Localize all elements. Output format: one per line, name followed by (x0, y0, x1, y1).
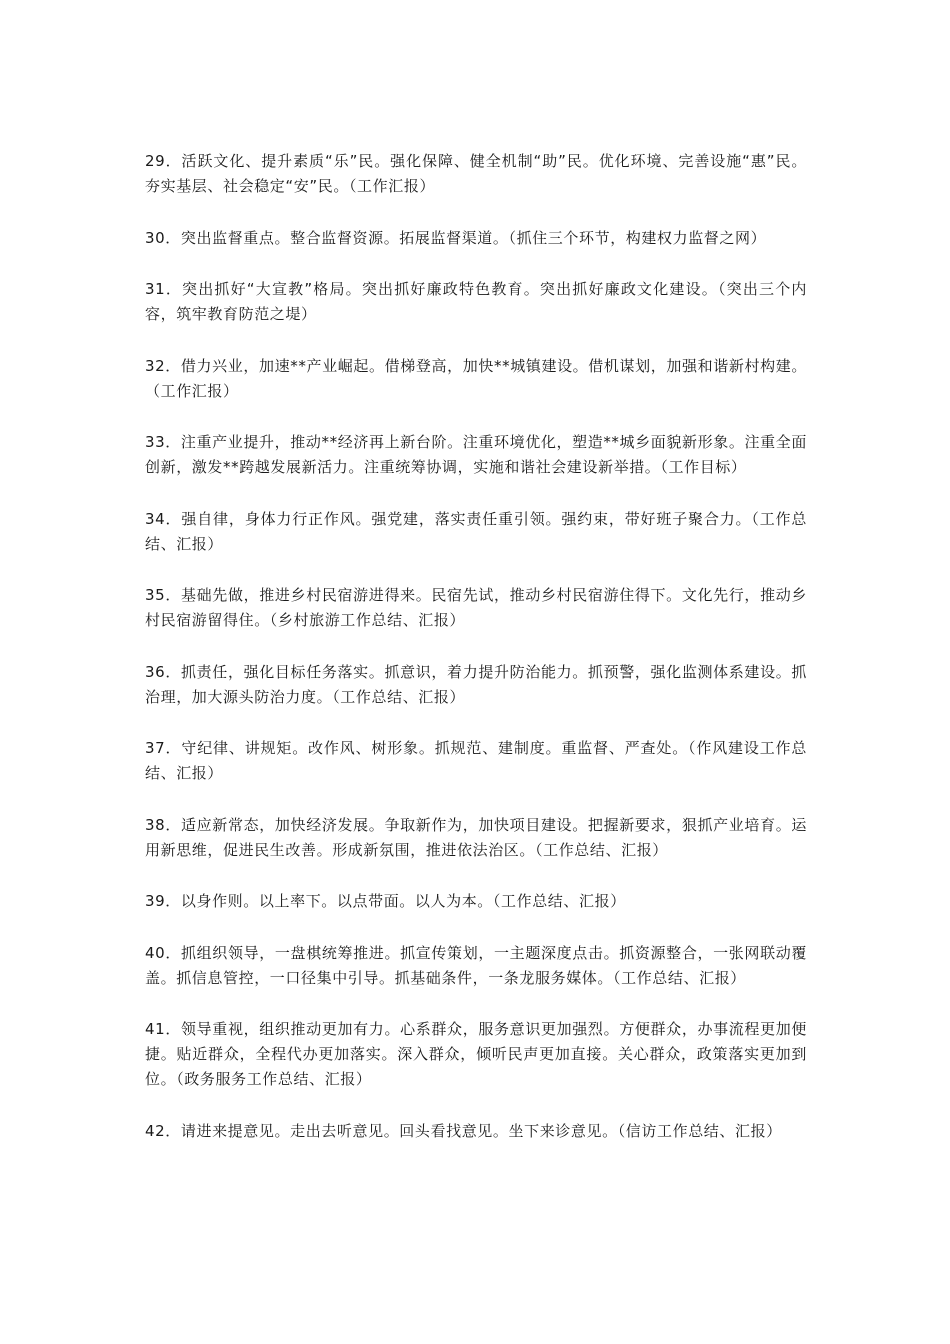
paragraph-39: 39．以身作则。以上率下。以点带面。以人为本。（工作总结、汇报） (145, 892, 626, 910)
paragraph-33: 33．注重产业提升，推动**经济再上新台阶。注重环境优化，塑造**城乡面貌新形象。注重全面创新，激发**跨越发展新活力。注重统筹协调，实施和谐社会建设新举措。（工作目标） (145, 433, 807, 476)
paragraph-34: 34．强自律，身体力行正作风。强党建，落实责任重引领。强约束，带好班子聚合力。（工作总结、汇报） (145, 509, 807, 553)
paragraph-40: 40．抓组织领导，一盘棋统筹推进。抓宣传策划，一主题深度点击。抓资源整合，一张网联动覆盖。抓信息管控，一口径集中引导。抓基础条件，一条龙服务媒体。（工作总结、汇报） (145, 943, 807, 987)
paragraph-37: 37．守纪律、讲规矩。改作风、树形象。抓规范、建制度。重监督、严查处。（作风建设工作总结、汇报） (145, 739, 807, 782)
paragraph-38: 38．适应新常态，加快经济发展。争取新作为，加快项目建设。把握新要求，狠抓产业培育。运用新思维，促进民生改善。形成新氛围，推进依法治区。（工作总结、汇报） (145, 815, 807, 859)
paragraph-41: 41．领导重视，组织推动更加有力。心系群众，服务意识更加强烈。方便群众，办事流程更加便捷。贴近群众，全程代办更加落实。深入群众，倾听民声更加直接。关心群众，政策落实更加到位。（政务服务工作总结、汇报） (145, 1020, 807, 1088)
paragraph-30: 30．突出监督重点。整合监督资源。拓展监督渠道。（抓住三个环节，构建权力监督之网） (145, 228, 767, 247)
paragraph-31: 31．突出抓好“大宣教”格局。突出抓好廉政特色教育。突出抓好廉政文化建设。（突出三个内容，筑牢教育防范之堤） (145, 280, 807, 323)
paragraph-42: 42．请进来提意见。走出去听意见。回头看找意见。坐下来诊意见。（信访工作总结、汇报） (145, 1121, 782, 1140)
paragraph-32: 32．借力兴业，加速**产业崛起。借梯登高，加快**城镇建设。借机谋划，加强和谐新村构建。（工作汇报） (145, 356, 807, 400)
paragraph-36: 36．抓责任，强化目标任务落实。抓意识，着力提升防治能力。抓预警，强化监测体系建设。抓治理，加大源头防治力度。（工作总结、汇报） (145, 662, 807, 706)
paragraph-29: 29．活跃文化、提升素质“乐”民。强化保障、健全机制“助”民。优化环境、完善设施“惠”民。夯实基层、社会稳定“安”民。（工作汇报） (145, 152, 807, 195)
document-body (145, 149, 807, 1170)
paragraph-35: 35．基础先做，推进乡村民宿游进得来。民宿先试，推动乡村民宿游住得下。文化先行，推动乡村民宿游留得住。（乡村旅游工作总结、汇报） (145, 586, 807, 629)
